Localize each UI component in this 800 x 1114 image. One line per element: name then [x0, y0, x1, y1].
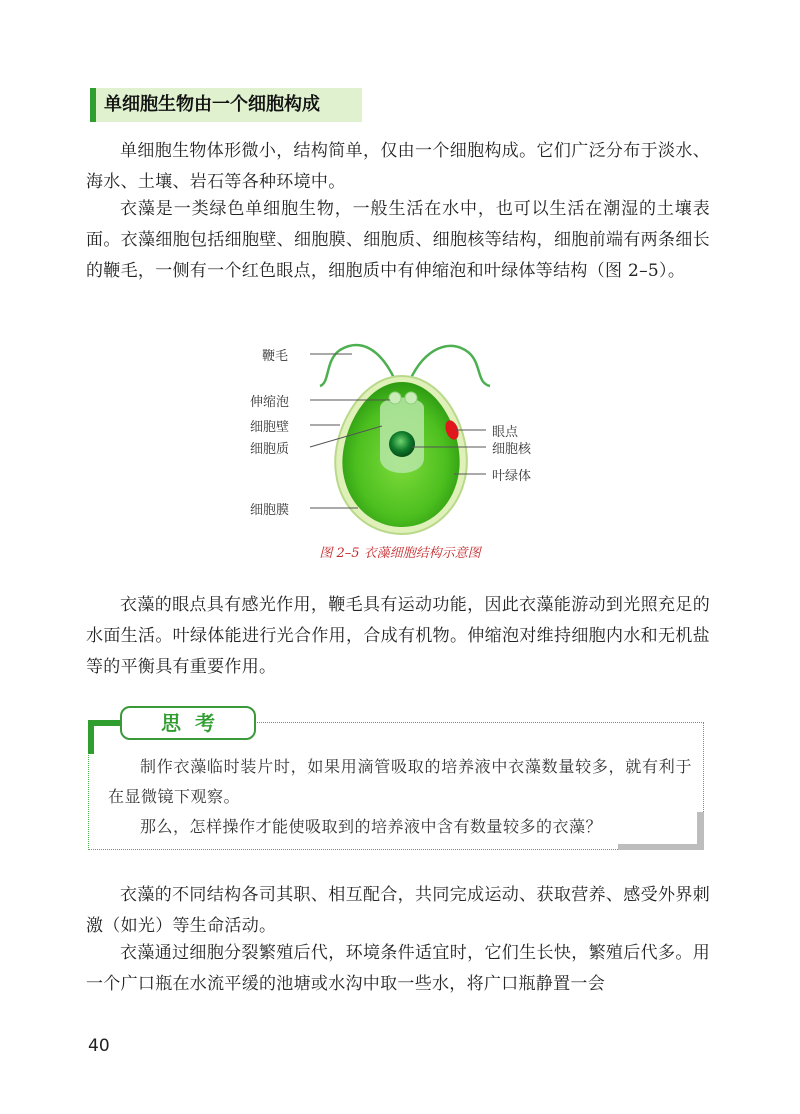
- label-cell-wall: 细胞壁: [250, 420, 290, 435]
- contractile-vacuole-2: [405, 392, 417, 404]
- contractile-vacuole-1: [389, 392, 401, 404]
- paragraph-intro: 单细胞生物体形微小，结构简单，仅由一个细胞构成。它们广泛分布于淡水、海水、土壤、岩石等各种环境中。: [86, 141, 710, 192]
- paragraph-cooperation: 衣藻的不同结构各司其职、相互配合，共同完成运动、获取营养、感受外界刺激（如光）等生命活动。: [86, 885, 710, 936]
- chlamydomonas-figure: [240, 338, 560, 548]
- figure-caption: 图 2–5 衣藻细胞结构示意图: [319, 546, 481, 561]
- label-chloroplast: 叶绿体: [492, 469, 532, 484]
- label-cytoplasm: 细胞质: [250, 442, 290, 457]
- think-line-1: 制作衣藻临时装片时，如果用滴管吸取的培养液中衣藻数量较多，就有利于在显微镜下观察。: [108, 757, 692, 806]
- label-cell-membrane: 细胞膜: [250, 503, 290, 518]
- paragraph-reproduction: 衣藻通过细胞分裂繁殖后代，环境条件适宜时，它们生长快，繁殖后代多。用一个广口瓶在水流平缓的池塘或水沟中取一些水，将广口瓶静置一会: [86, 943, 710, 994]
- paragraph-functions: 衣藻的眼点具有感光作用，鞭毛具有运动功能，因此衣藻能游动到光照充足的水面生活。叶绿体能进行光合作用，合成有机物。伸缩泡对维持细胞内水和无机盐等的平衡具有重要作用。: [86, 595, 710, 677]
- label-eyespot: 眼点: [492, 425, 519, 440]
- section-heading: 单细胞生物由一个细胞构成: [90, 88, 362, 122]
- nucleus: [389, 431, 415, 457]
- label-flagellum: 鞭毛: [262, 349, 289, 364]
- think-line-2: 那么，怎样操作才能使吸取到的培养液中含有数量较多的衣藻？: [140, 817, 603, 836]
- page-number: 40: [88, 1036, 110, 1056]
- label-nucleus: 细胞核: [492, 442, 532, 457]
- think-corner-decoration-bottom: [618, 844, 704, 850]
- think-title: 思考: [120, 706, 256, 740]
- label-contractile-vacuole: 伸缩泡: [250, 395, 290, 410]
- think-corner-decoration-top: [88, 720, 124, 726]
- paragraph-chlamydomonas-structure: 衣藻是一类绿色单细胞生物，一般生活在水中，也可以生活在潮湿的土壤表面。衣藻细胞包括细胞壁、细胞膜、细胞质、细胞核等结构，细胞前端有两条细长的鞭毛，一侧有一个红色眼点，细胞质中有伸缩泡和叶绿体等结构（图 2–5）。: [86, 199, 710, 281]
